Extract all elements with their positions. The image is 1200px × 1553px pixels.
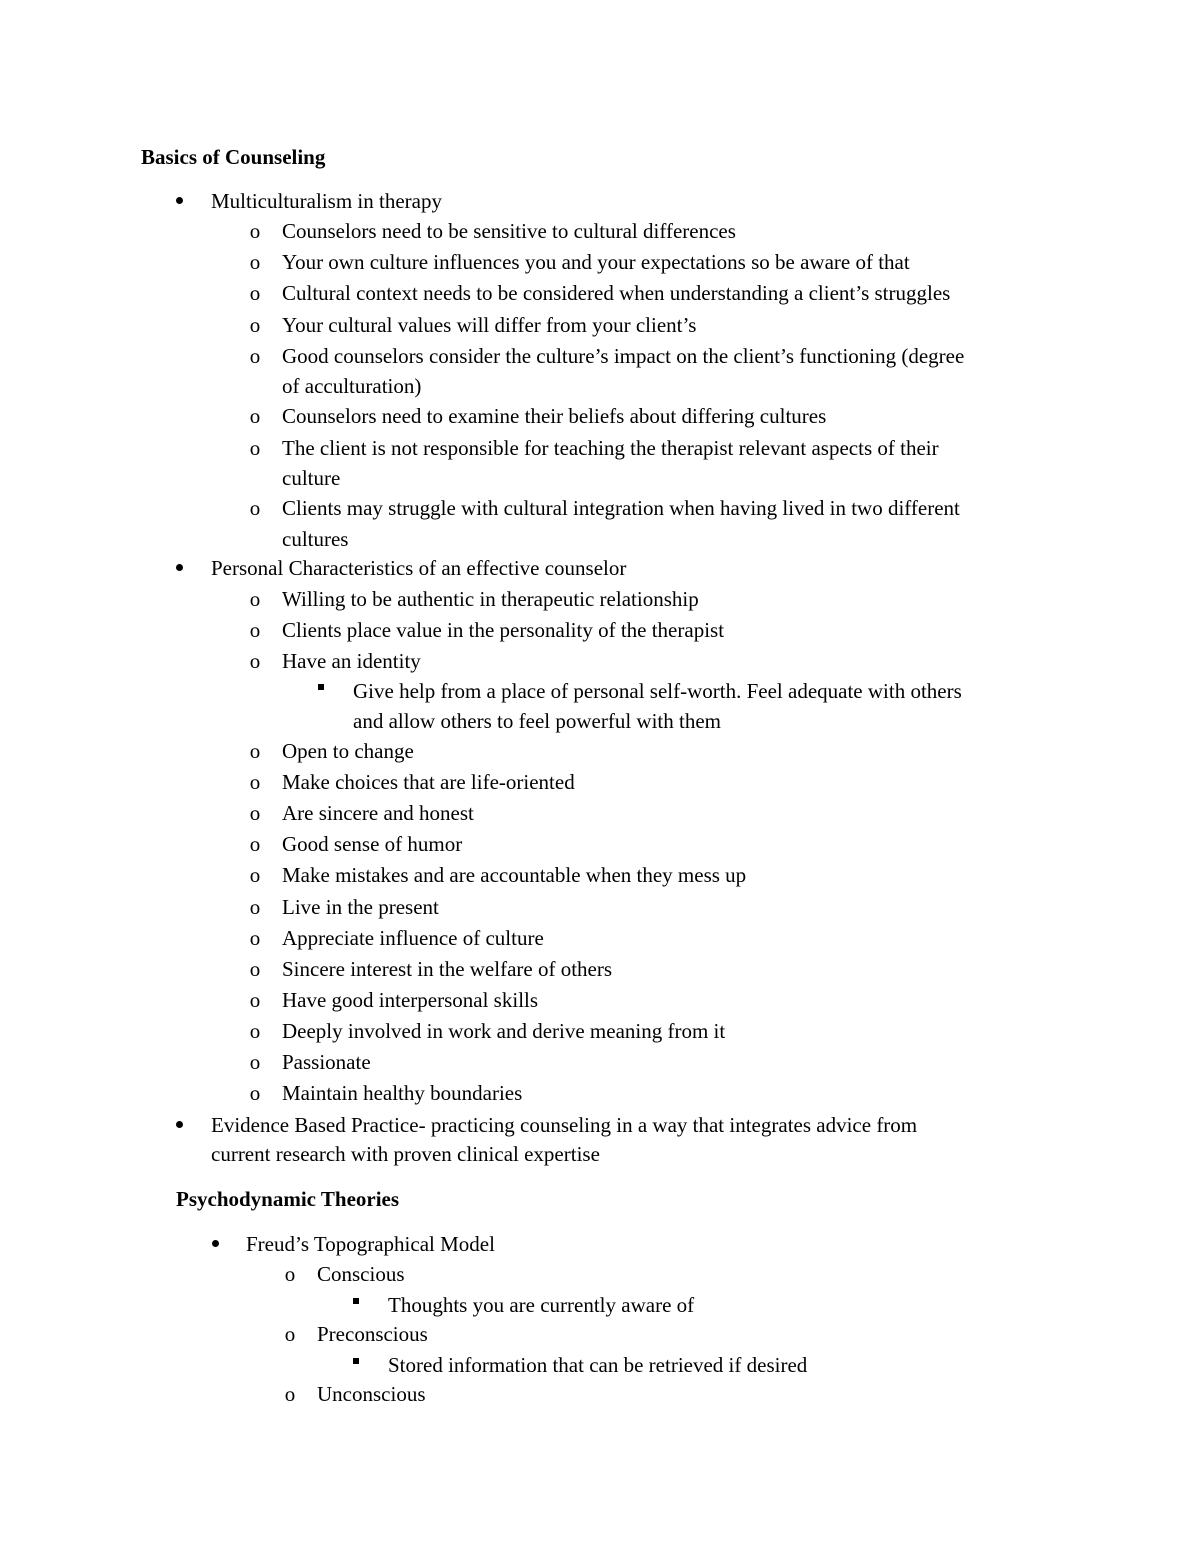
sub-item: Passionate <box>282 1050 371 1074</box>
section-heading-psychodynamic: Psychodynamic Theories <box>176 1187 400 1211</box>
sub-item: Open to change <box>282 739 414 763</box>
bullet-circle: o <box>249 649 261 673</box>
bullet-circle: o <box>249 988 261 1012</box>
list-item-continued: current research with proven clinical expertise <box>211 1142 600 1166</box>
list-item-personal-characteristics: Personal Characteristics of an effective counselor <box>211 556 627 580</box>
bullet-circle: o <box>249 957 261 981</box>
bullet-circle: o <box>249 1019 261 1043</box>
sub-sub-item: Give help from a place of personal self-worth. Feel adequate with others <box>353 679 962 703</box>
sub-item: Your own culture influences you and your expectations so be aware of that <box>282 250 910 274</box>
bullet-circle: o <box>249 739 261 763</box>
sub-item: Appreciate influence of culture <box>282 926 544 950</box>
bullet-circle: o <box>249 618 261 642</box>
bullet-square <box>353 1298 359 1304</box>
bullet-circle: o <box>284 1322 296 1346</box>
bullet-circle: o <box>249 219 261 243</box>
bullet-dot <box>176 1121 183 1128</box>
sub-item-unconscious: Unconscious <box>317 1382 426 1406</box>
sub-item: Make mistakes and are accountable when they mess up <box>282 863 747 887</box>
bullet-square <box>318 684 324 690</box>
bullet-circle: o <box>249 587 261 611</box>
sub-item: Willing to be authentic in therapeutic relationship <box>282 587 699 611</box>
bullet-square <box>353 1358 359 1364</box>
bullet-dot <box>176 564 183 571</box>
bullet-circle: o <box>249 801 261 825</box>
sub-item-continued: of acculturation) <box>282 374 422 398</box>
sub-item: Live in the present <box>282 895 439 919</box>
sub-item-conscious: Conscious <box>317 1262 405 1286</box>
sub-item: Counselors need to examine their beliefs about differing cultures <box>282 404 827 428</box>
sub-item-continued: culture <box>282 466 341 490</box>
bullet-circle: o <box>284 1382 296 1406</box>
sub-item: Make choices that are life-oriented <box>282 770 575 794</box>
bullet-dot <box>176 197 183 204</box>
bullet-dot <box>212 1240 219 1247</box>
sub-item: Counselors need to be sensitive to cultural differences <box>282 219 736 243</box>
sub-item: Clients place value in the personality of the therapist <box>282 618 725 642</box>
sub-sub-item: Thoughts you are currently aware of <box>388 1293 695 1317</box>
bullet-circle: o <box>249 770 261 794</box>
sub-item: Deeply involved in work and derive meaning from it <box>282 1019 726 1043</box>
sub-item: Clients may struggle with cultural integration when having lived in two different <box>282 496 960 520</box>
sub-item: Have an identity <box>282 649 421 673</box>
bullet-circle: o <box>249 344 261 368</box>
sub-item: Have good interpersonal skills <box>282 988 539 1012</box>
sub-item: Cultural context needs to be considered when understanding a client’s struggles <box>282 281 951 305</box>
bullet-circle: o <box>284 1262 296 1286</box>
sub-item: The client is not responsible for teaching the therapist relevant aspects of their <box>282 436 939 460</box>
sub-sub-item: Stored information that can be retrieved if desired <box>388 1353 808 1377</box>
sub-item: Maintain healthy boundaries <box>282 1081 523 1105</box>
sub-item: Your cultural values will differ from your client’s <box>282 313 697 337</box>
sub-item: Are sincere and honest <box>282 801 474 825</box>
bullet-circle: o <box>249 1081 261 1105</box>
bullet-circle: o <box>249 895 261 919</box>
sub-item-preconscious: Preconscious <box>317 1322 428 1346</box>
sub-item-continued: cultures <box>282 527 349 551</box>
bullet-circle: o <box>249 1050 261 1074</box>
sub-item: Sincere interest in the welfare of others <box>282 957 613 981</box>
bullet-circle: o <box>249 926 261 950</box>
bullet-circle: o <box>249 436 261 460</box>
sub-sub-item-continued: and allow others to feel powerful with them <box>353 709 721 733</box>
list-item-multiculturalism: Multiculturalism in therapy <box>211 189 442 213</box>
bullet-circle: o <box>249 496 261 520</box>
list-item-evidence-based-practice: Evidence Based Practice- practicing counseling in a way that integrates advice from <box>211 1113 918 1137</box>
sub-item: Good sense of humor <box>282 832 463 856</box>
bullet-circle: o <box>249 404 261 428</box>
bullet-circle: o <box>249 313 261 337</box>
bullet-circle: o <box>249 281 261 305</box>
list-item-topographical-model: Freud’s Topographical Model <box>246 1232 495 1256</box>
sub-item: Good counselors consider the culture’s impact on the client’s functioning (degree <box>282 344 965 368</box>
bullet-circle: o <box>249 832 261 856</box>
section-heading-basics: Basics of Counseling <box>141 145 326 169</box>
bullet-circle: o <box>249 250 261 274</box>
bullet-circle: o <box>249 863 261 887</box>
